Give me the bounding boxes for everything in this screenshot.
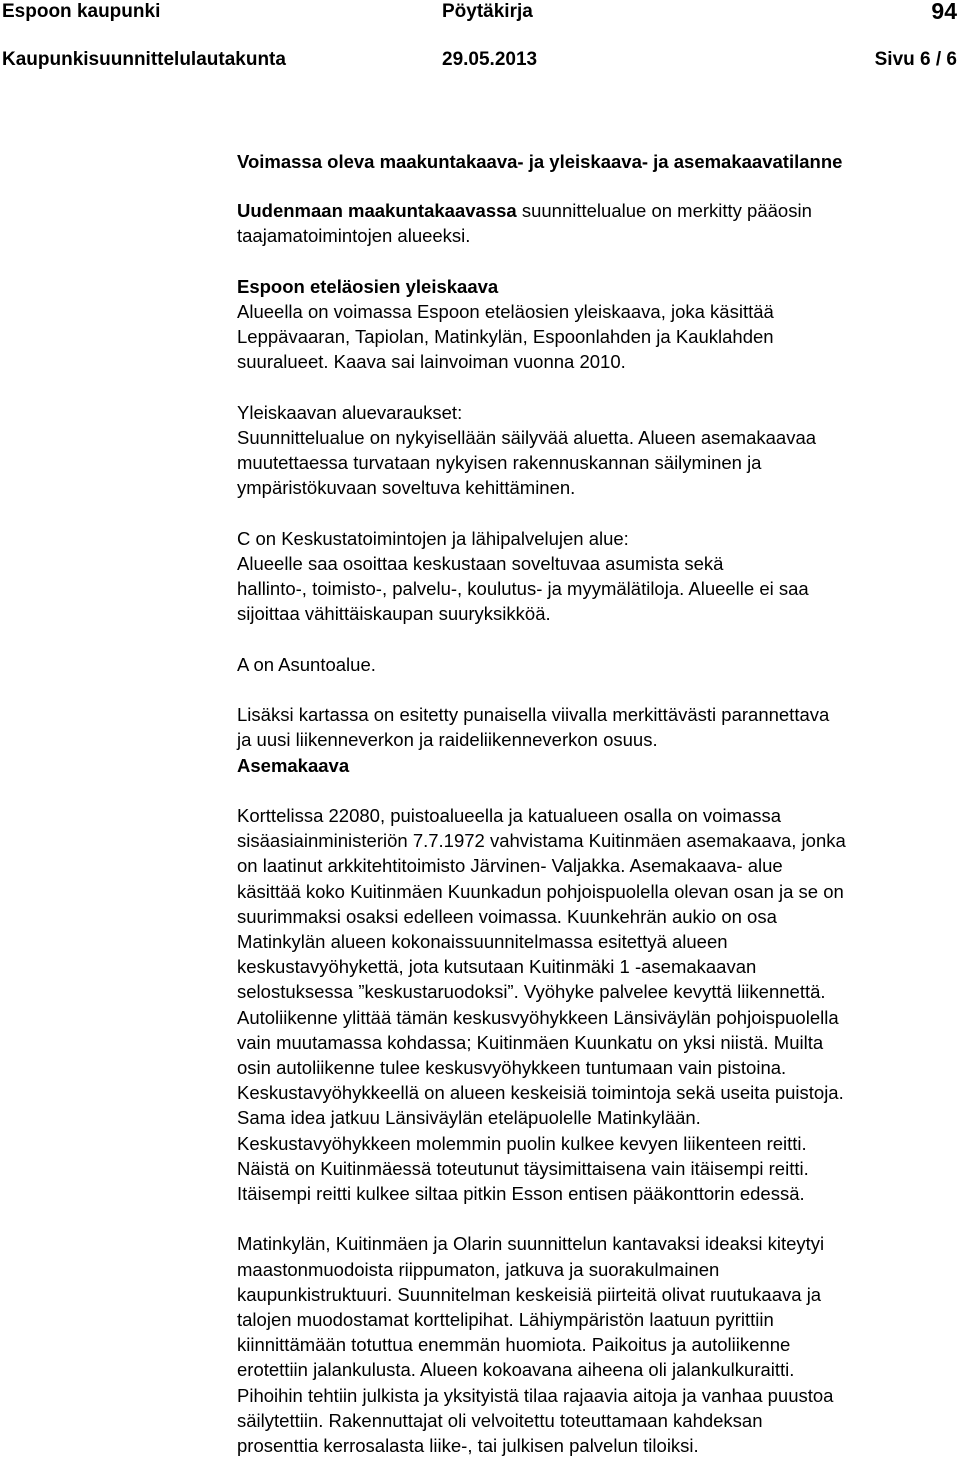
paragraph-line: Autoliikenne ylittää tämän keskusvyöhykkeen Länsiväylän pohjoispuolella [237, 1006, 839, 1028]
paragraph-line: säilytettiin. Rakennuttajat oli velvoitettu toteuttamaan kahdeksan [237, 1409, 763, 1431]
matinkyla-paragraph [237, 1231, 957, 1458]
varaukset-paragraph [237, 400, 957, 501]
paragraph-line: on laatinut arkkitehtitoimisto Järvinen- Valjakka. Asemakaava- alue [237, 855, 783, 877]
lisaksi-paragraph [237, 702, 957, 778]
paragraph-line: kaupunkistruktuuri. Suunnitelman keskeisiä piirteitä olivat ruutukaava ja [237, 1283, 822, 1305]
paragraph-line: suuralueet. Kaava sai lainvoiman vuonna 2010. [237, 351, 626, 373]
paragraph-line: Keskustavyöhykkeellä on alueen keskeisiä toimintoja sekä useita puistoja. [237, 1082, 844, 1104]
paragraph-line: Itäisempi reitti kulkee siltaa pitkin Esson entisen pääkonttorin edessä. [237, 1183, 805, 1205]
c-zone-paragraph [237, 526, 957, 627]
paragraph-line: Yleiskaavan aluevaraukset: [237, 401, 463, 423]
paragraph-line: käsittää koko Kuitinmäen Kuunkadun pohjoispuolella olevan osan ja se on [237, 880, 844, 902]
maakunta-line-1 [237, 198, 957, 223]
city-name: Espoon kaupunki [2, 1, 161, 22]
paragraph-line: Korttelissa 22080, puistoalueella ja katualueen osalla on voimassa [237, 804, 782, 826]
asemakaava-paragraph [237, 803, 957, 1206]
paragraph-line: erotettiin jalankulusta. Alueen kokoavana aiheena oli jalankulkuraitti. [237, 1359, 795, 1381]
paragraph-line: prosenttia kerrosalasta liike-, tai julkisen palvelun tiloiksi. [237, 1435, 699, 1457]
minutes-number: 94 [931, 0, 957, 24]
page-indicator: Sivu 6 / 6 [874, 49, 957, 70]
yleiskaava-heading: Espoon eteläosien yleiskaava [237, 275, 499, 297]
paragraph-line: ympäristökuvaan soveltuva kehittäminen. [237, 477, 576, 499]
paragraph-line: Suunnittelualue on nykyisellään säilyvää aluetta. Alueen asemakaavaa [237, 427, 817, 448]
section-title: Voimassa oleva maakuntakaava- ja yleiskaava- ja asemakaavatilanne [237, 151, 843, 172]
paragraph-line: Lisäksi kartassa on esitetty punaisella viivalla merkittävästi parannettava [237, 704, 830, 726]
paragraph-line: C on Keskustatoimintojen ja lähipalvelujen alue: [237, 527, 629, 549]
maakunta-paragraph [237, 198, 957, 248]
paragraph-line: sisäasiainministeriön 7.7.1972 vahvistama Kuitinmäen asemakaava, jonka [237, 830, 846, 852]
a-zone-paragraph [237, 652, 957, 677]
paragraph-line: A on Asuntoalue. [237, 653, 376, 675]
paragraph-line: Keskustavyöhykkeen molemmin puolin kulkee kevyen liikenteen reitti. [237, 1132, 807, 1154]
paragraph-line: ja uusi liikenneverkon ja raideliikenneverkon osuus. [237, 729, 658, 751]
paragraph-line: Pihoihin tehtiin julkista ja yksityistä tilaa rajaavia aitoja ja vanhaa puustoa [237, 1384, 834, 1406]
paragraph-line: Näistä on Kuitinmäessä toteutunut täysimittaisena vain itäisempi reitti. [237, 1157, 809, 1179]
paragraph-line: sijoittaa vähittäiskaupan suuryksikköä. [237, 603, 551, 625]
paragraph-line: kiinnittämään totuttua enemmän huomiota. Paikoitus ja autoliikenne [237, 1334, 791, 1356]
maakunta-line-2: taajamatoimintojen alueeksi. [237, 225, 471, 247]
paragraph-line: muutettaessa turvataan nykyisen rakennuskannan säilyminen ja [237, 452, 762, 474]
yleiskaava-paragraph [237, 274, 957, 375]
paragraph-line: hallinto-, toimisto-, palvelu-, koulutus- ja myymälätiloja. Alueelle ei saa [237, 578, 809, 600]
paragraph-line: selostuksessa ”keskustaruodoksi”. Vyöhyke palvelee kevyttä liikennettä. [237, 981, 826, 1003]
document-type: Pöytäkirja [442, 1, 533, 22]
meeting-date: 29.05.2013 [442, 49, 538, 70]
paragraph-line: Alueelle saa osoittaa keskustaan soveltuvaa asumista sekä [237, 553, 724, 574]
paragraph-line: Leppävaaran, Tapiolan, Matinkylän, Espoonlahden ja Kauklahden [237, 326, 774, 348]
paragraph-line: Alueella on voimassa Espoon eteläosien yleiskaava, joka käsittää [237, 301, 774, 322]
paragraph-line: osin autoliikenne tulee keskusvyöhykkeen tuntumaan vain pistoina. [237, 1057, 787, 1079]
maakunta-bold: Uudenmaan maakuntakaavassa [237, 200, 517, 222]
committee-name: Kaupunkisuunnittelulautakunta [2, 49, 286, 70]
paragraph-line: Sama idea jatkuu Länsiväylän eteläpuolelle Matinkylään. [237, 1107, 701, 1129]
paragraph-line: Matinkylän, Kuitinmäen ja Olarin suunnittelun kantavaksi ideaksi kiteytyi [237, 1233, 825, 1255]
maakunta-text-1: suunnittelualue on merkitty pääosin [516, 200, 812, 222]
paragraph-line: maastonmuodoista riippumaton, jatkuva ja suorakulmainen [237, 1258, 720, 1280]
document-body [237, 149, 957, 1458]
paragraph-line: suurimmaksi osaksi edelleen voimassa. Kuunkehrän aukio on osa [237, 905, 777, 927]
paragraph-line: keskustavyöhykettä, jota kutsutaan Kuitinmäki 1 -asemakaavan [237, 956, 757, 978]
paragraph-line: vain muutamassa kohdassa; Kuitinmäen Kuunkatu on yksi niistä. Muilta [237, 1031, 824, 1053]
paragraph-line: Matinkylän alueen kokonaissuunnitelmassa esitettyä alueen [237, 931, 728, 952]
paragraph-line: talojen muodostamat korttelipihat. Lähiympäristön laatuun pyrittiin [237, 1309, 774, 1331]
asemakaava-heading: Asemakaava [237, 754, 350, 776]
